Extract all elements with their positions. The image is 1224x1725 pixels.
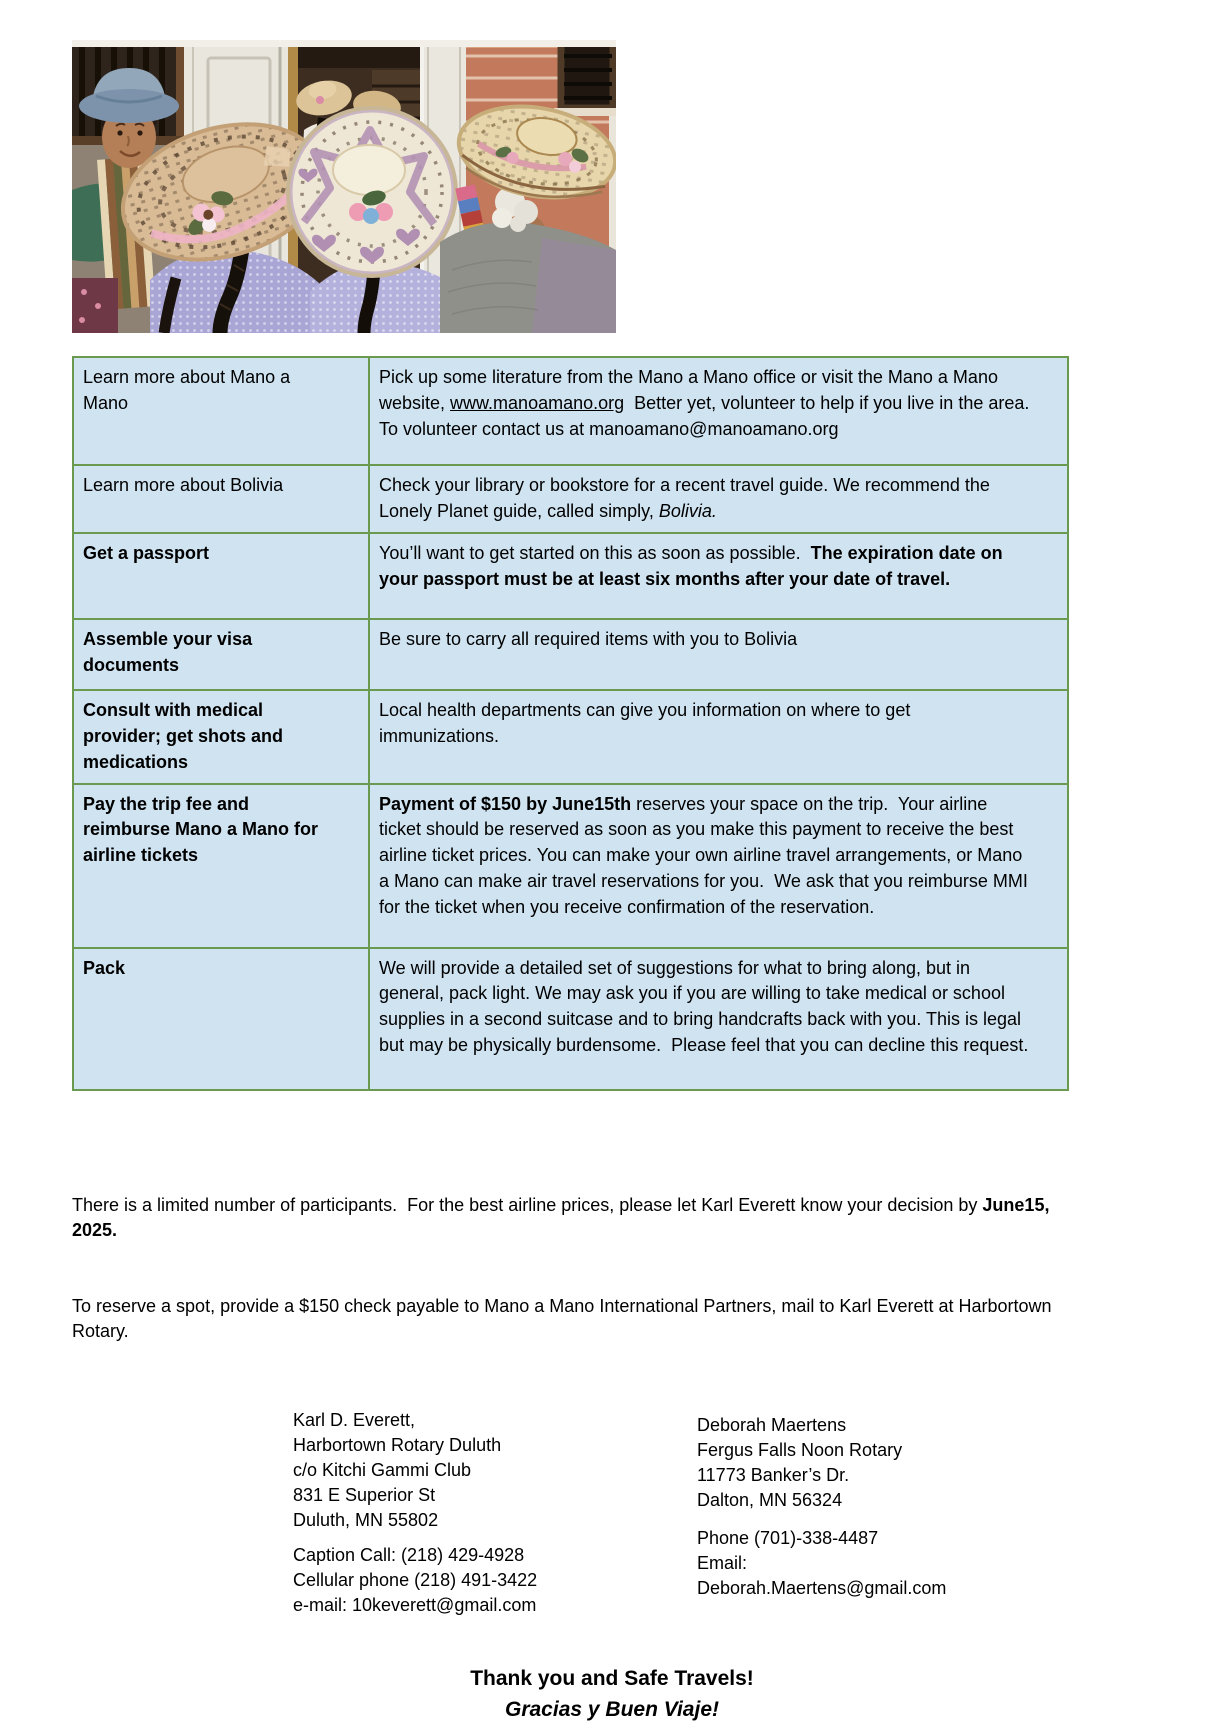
contact-line: Cellular phone (218) 491-3422 [293,1570,538,1591]
closing-line-english: Thank you and Safe Travels! [470,1667,754,1691]
deadline-date: June15, 2025. [72,1194,1055,1241]
table-row [73,948,1068,1090]
contact-line: Harbortown Rotary Duluth [293,1435,502,1456]
row-label-cell [73,784,369,948]
book-title: Bolivia. [658,500,717,521]
table-row [73,690,1068,784]
row-label-cell [73,948,369,1090]
content-text: Local health departments can give you information on where to get immunizations. [379,699,916,746]
content-text-bold: Payment of $150 by June15th [379,793,632,814]
table-row [73,465,1068,533]
content-text-bold: The expiration date on your passport must be at least six months after your date of travel. [379,542,1008,589]
paragraph-text: To reserve a spot, provide a $150 check payable to Mano a Mano International Partners, mail to Karl Everett at Harbortown Rotary. [72,1295,1057,1341]
contact-line: Dalton, MN 56324 [697,1490,843,1511]
contact-line: e-mail: 10keverett@gmail.com [293,1595,537,1616]
trip-photo [72,40,616,333]
trip-prep-table [72,356,1069,1091]
deadline-paragraphs [72,1143,1075,1395]
row-content-cell [369,357,1068,465]
content-text: reserves your space on the trip. Your airline ticket should be reserved as soon as you make this payment to receive the best airline ticket prices. You can make your own airline travel arrangements, or Mano a Mano can make air travel reservations for you. We ask that you reimburse MMI for the ticket when you receive confirmation of the reservation. [379,793,1033,918]
contact-line: Karl D. Everett, [293,1410,416,1431]
row-label-cell [73,533,369,619]
contact-line: Fergus Falls Noon Rotary [697,1440,903,1461]
content-text: Better yet, volunteer to help if you live in the area. To volunteer contact us at manoamano@manoamano.org [379,392,1035,439]
row-label-cell [73,690,369,784]
content-text: We will provide a detailed set of suggestions for what to bring along, but in general, pack light. We may ask you if you are willing to take medical or school supplies in a second suitcase and to bring handcrafts back with you. This is legal but may be physically burdensome. Please feel that you can decline this request. [379,957,1029,1056]
manoamano-website-link[interactable]: www.manoamano.org [450,392,625,413]
contact-line: Deborah.Maertens@gmail.com [697,1578,947,1599]
table-row [73,533,1068,619]
contact-line: Email: [697,1553,748,1574]
row-label-cell [73,619,369,690]
row-label: Assemble your visa documents [83,628,258,675]
row-content-cell [369,533,1068,619]
row-label: Pack [83,957,126,978]
row-label: Pay the trip fee and reimburse Mano a Mano for airline tickets [83,793,324,866]
row-label-cell [73,357,369,465]
row-label: Consult with medical provider; get shots and medications [83,699,289,772]
contact-line: c/o Kitchi Gammi Club [293,1460,472,1481]
content-text: Check your library or bookstore for a recent travel guide. We recommend the Lonely Planet guide, called simply, [379,475,995,521]
row-content-cell [369,619,1068,690]
contact-section [0,1408,1224,1618]
table-row [73,619,1068,690]
row-label-cell [73,465,369,533]
row-content-cell [369,465,1068,533]
table-row [73,357,1068,465]
table-row [73,784,1068,948]
row-label: Learn more about Mano a Mano [83,367,296,413]
deadline-paragraph [72,1193,1075,1243]
contact-deborah [697,1413,1007,1618]
row-content-cell [369,690,1068,784]
row-label: Learn more about Bolivia [83,475,284,495]
contact-line: 11773 Banker’s Dr. [697,1465,850,1486]
contact-line: Duluth, MN 55802 [293,1510,439,1531]
contact-karl [293,1408,697,1618]
contact-line: Phone (701)-338-4487 [697,1528,879,1549]
wood-window-right [554,40,616,116]
paragraph-text: There is a limited number of participants. For the best airline prices, please let Karl Everett know your decision by [72,1194,983,1215]
row-content-cell [369,948,1068,1090]
contact-phone-group [293,1543,697,1618]
content-text: You’ll want to get started on this as soon as possible. [379,542,811,563]
closing-message [0,1663,1224,1725]
content-text: Be sure to carry all required items with you to Bolivia [379,628,798,649]
row-content-cell [369,784,1068,948]
straw-hat-center [288,108,456,276]
contact-phone-group [697,1526,1007,1601]
contact-line: Deborah Maertens [697,1415,847,1436]
closing-line-spanish: Gracias y Buen Viaje! [505,1698,719,1722]
content-text: Pick up some literature from the Mano a Mano office or visit the Mano a Mano website, [379,367,1003,413]
document-page [0,40,1224,1722]
row-label: Get a passport [83,542,210,563]
contact-line: Caption Call: (218) 429-4928 [293,1545,525,1566]
reserve-paragraph [72,1294,1075,1344]
contact-line: 831 E Superior St [293,1485,436,1506]
